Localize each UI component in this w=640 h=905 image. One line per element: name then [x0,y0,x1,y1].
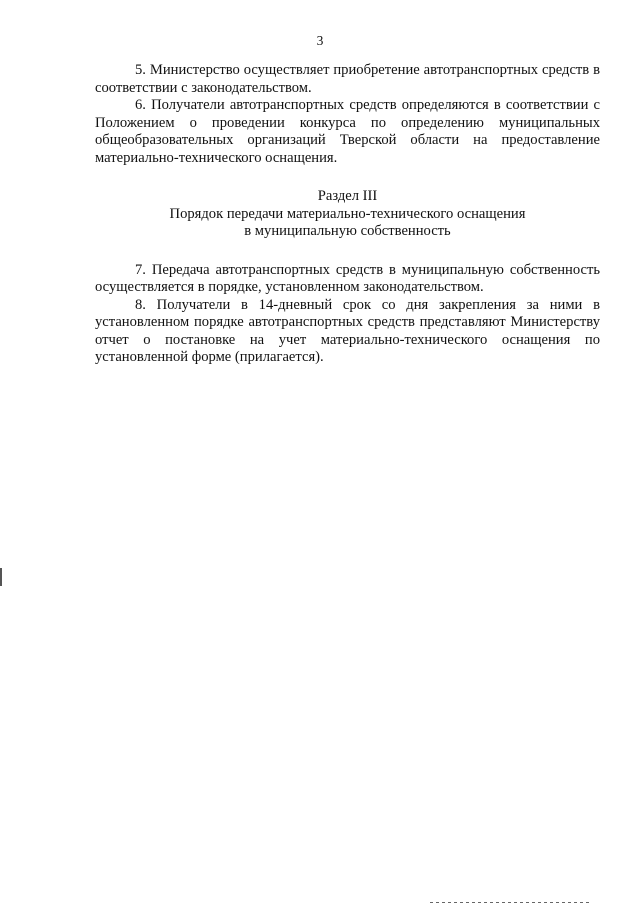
scan-edge-mark [0,568,2,586]
document-body [95,62,600,367]
paragraph-7: 7. Передача автотранспортных средств в муниципальную собственность осуществляется в порядке, установленном законодательством. [95,261,600,295]
section-heading: Раздел III [317,188,378,204]
paragraph-8: 8. Получатели в 14-дневный срок со дня закрепления за ними в установленном порядке автотранспортных средств представляют Министерству отчет о постановке на учет материально-технического оснащения по установленной форме (прилагается). [95,296,600,365]
page-number: 3 [316,33,324,48]
section-title-line-2: в муниципальную собственность [244,223,451,239]
paragraph-6: 6. Получатели автотранспортных средств определяются в соответствии с Положением о проведении конкурса по определению муниципальных общеобразовательных организаций Тверской области на предоставление материально-технического оснащения. [95,97,600,166]
section-header [95,188,600,241]
scan-bottom-mark [430,902,590,903]
section-title-line-1: Порядок передачи материально-технического оснащения [169,205,526,222]
paragraph-5: 5. Министерство осуществляет приобретение автотранспортных средств в соответствии с законодательством. [95,62,600,96]
